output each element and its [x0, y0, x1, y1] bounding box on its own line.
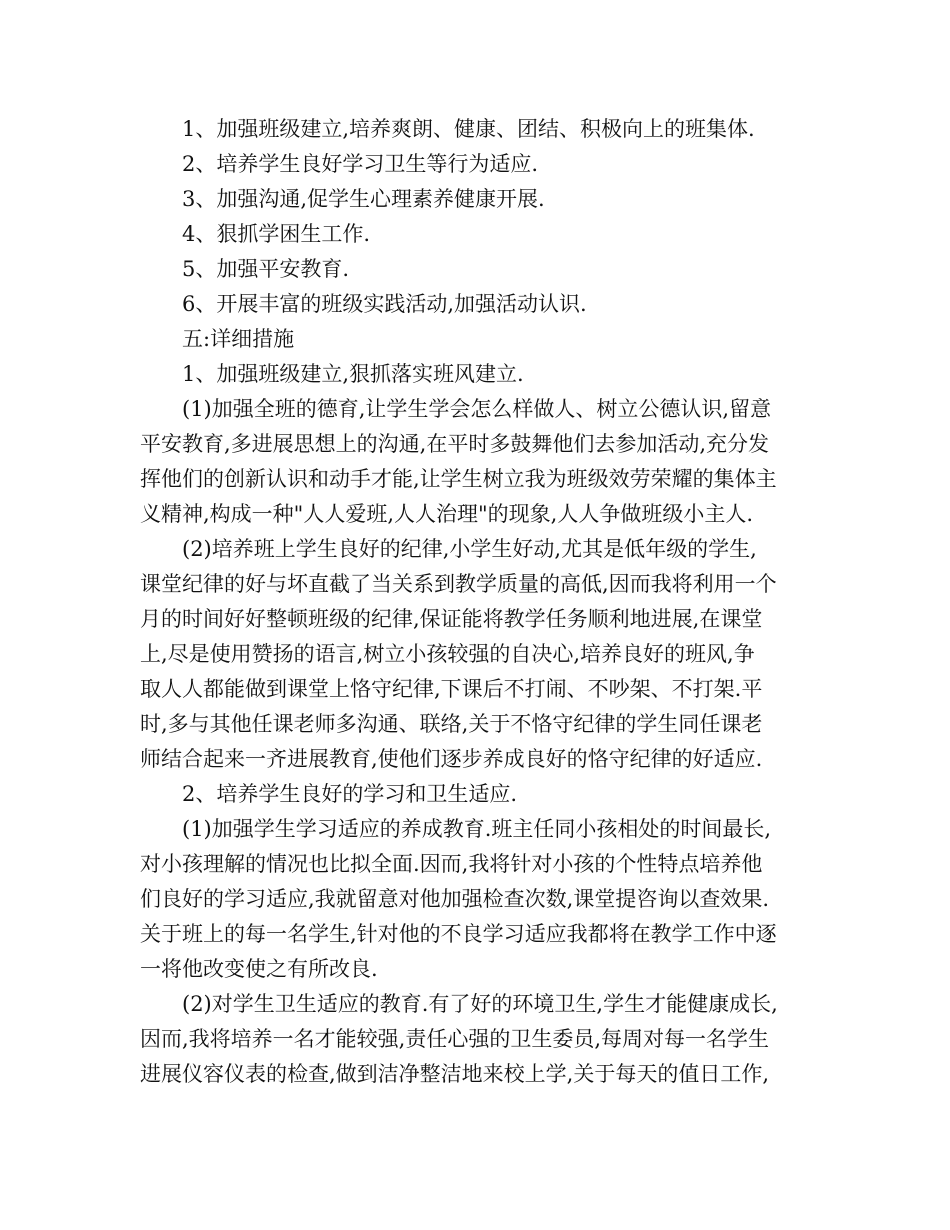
paragraph-moral-education [140, 392, 826, 532]
paragraph-line: (2)对学生卫生适应的教育.有了好的环境卫生,学生才能健康成长, [182, 992, 778, 1016]
paragraph-hygiene-habits [140, 987, 826, 1092]
paragraph-line: 上,尽是使用赞扬的语言,树立小孩较强的自决心,培养良好的班风,争 [140, 642, 755, 666]
paragraph-line: 挥他们的创新认识和动手才能,让学生树立我为班级效劳荣耀的集体主 [140, 467, 777, 491]
list-item-4: 4、狠抓学困生工作. [182, 222, 371, 246]
subheading-study-hygiene: 2、培养学生良好的学习和卫生适应. [182, 782, 518, 806]
paragraph-line: 因而,我将培养一名才能较强,责任心强的卫生委员,每周对每一名学生 [140, 1027, 770, 1051]
paragraph-discipline [140, 532, 826, 777]
paragraph-line: 时,多与其他任课老师多沟通、联络,关于不恪守纪律的学生同任课老 [140, 712, 763, 736]
paragraph-line: 一将他改变使之有所改良. [140, 957, 378, 981]
paragraph-line: 课堂纪律的好与坏直截了当关系到教学质量的高低,因而我将利用一个 [140, 572, 777, 596]
list-item-3: 3、加强沟通,促学生心理素养健康开展. [182, 187, 545, 211]
paragraph-line: 进展仪容仪表的检查,做到洁净整洁地来校上学,关于每天的值日工作, [140, 1062, 770, 1086]
list-item-1: 1、加强班级建立,培养爽朗、健康、团结、积极向上的班集体. [182, 117, 755, 141]
document-body [140, 112, 826, 1092]
list-item-2: 2、培养学生良好学习卫生等行为适应. [182, 152, 539, 176]
paragraph-line: (1)加强学生学习适应的养成教育.班主任同小孩相处的时间最长, [182, 817, 772, 841]
paragraph-line: 取人人都能做到课堂上恪守纪律,下课后不打闹、不吵架、不打架.平 [140, 677, 763, 701]
paragraph-line: (2)培养班上学生良好的纪律,小学生好动,尤其是低年级的学生, [182, 537, 757, 561]
paragraph-line: 对小孩理解的情况也比拟全面.因而,我将针对小孩的个性特点培养他 [140, 852, 763, 876]
paragraph-line: 师结合起来一齐进展教育,使他们逐步养成良好的恪守纪律的好适应. [140, 747, 763, 771]
paragraph-line: 平安教育,多进展思想上的沟通,在平时多鼓舞他们去参加活动,充分发 [140, 432, 770, 456]
paragraph-line: 月的时间好好整顿班级的纪律,保证能将教学任务顺利地进展,在课堂 [140, 607, 763, 631]
subheading-class-building: 1、加强班级建立,狠抓落实班风建立. [182, 362, 524, 386]
list-item-5: 5、加强平安教育. [182, 257, 350, 281]
paragraph-line: 们良好的学习适应,我就留意对他加强检查次数,课堂提咨询以查效果. [140, 887, 770, 911]
paragraph-study-habits [140, 812, 826, 987]
paragraph-line: 义精神,构成一种"人人爱班,人人治理"的现象,人人争做班级小主人. [140, 502, 754, 526]
section-heading: 五:详细措施 [182, 327, 295, 351]
paragraph-line: 关于班上的每一名学生,针对他的不良学习适应我都将在教学工作中逐 [140, 922, 777, 946]
paragraph-line: (1)加强全班的德育,让学生学会怎么样做人、树立公德认识,留意 [182, 397, 772, 421]
list-item-6: 6、开展丰富的班级实践活动,加强活动认识. [182, 292, 587, 316]
